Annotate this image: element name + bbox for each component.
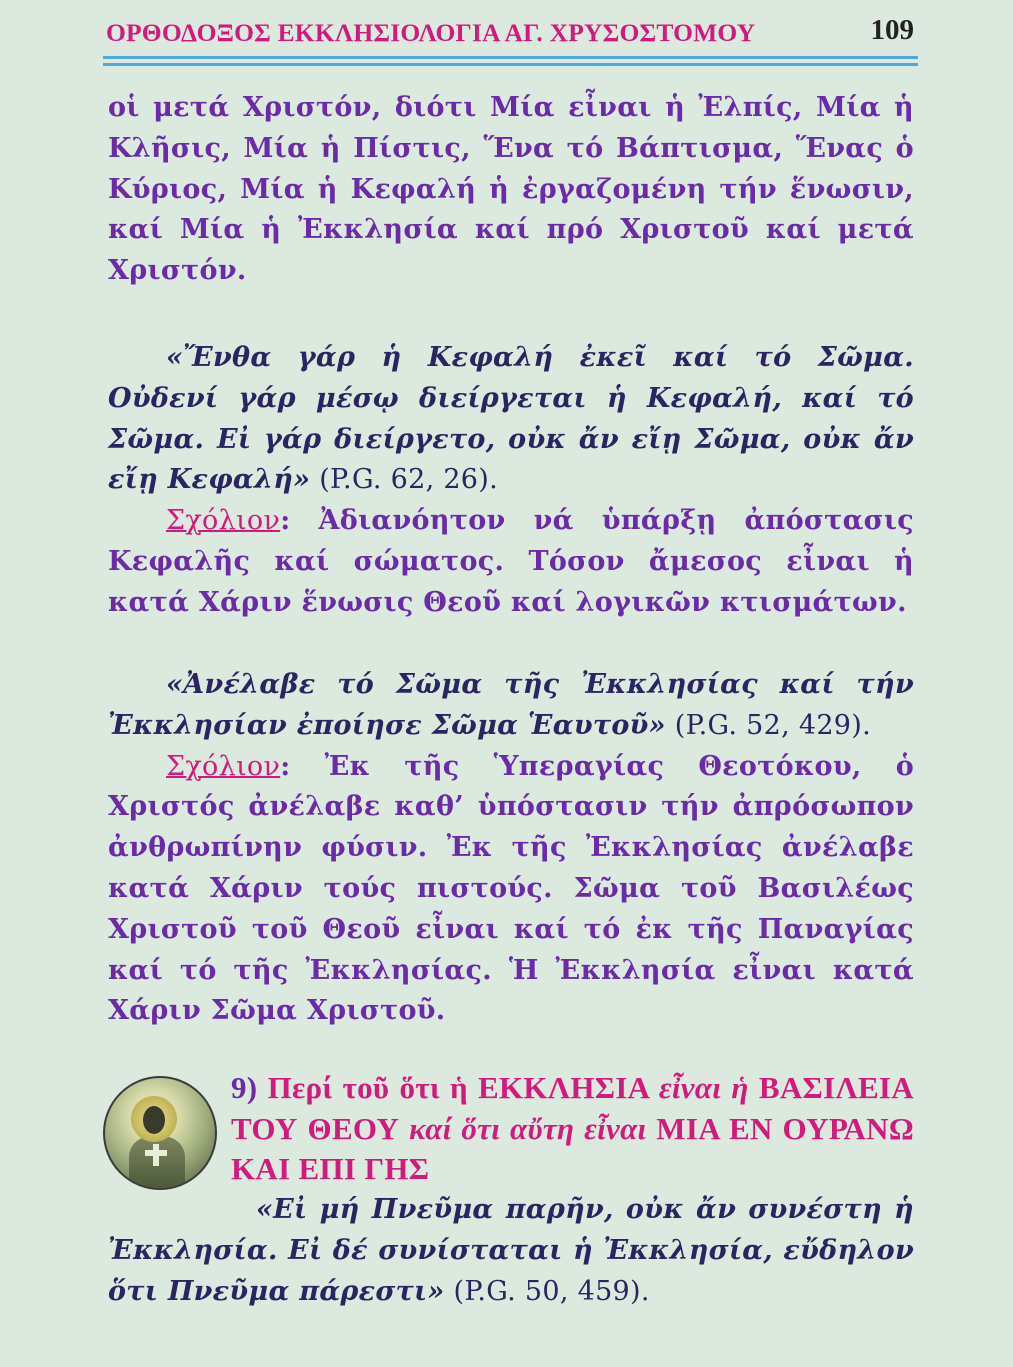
patristic-quote: «Ἀνέλαβε τό Σῶμα τῆς Ἐκκλησίας καί τήν Ἐκκλησίαν ἐποίησε Σῶμα Ἑαυτοῦ» [108,669,914,741]
face-shape [143,1106,165,1134]
quote-block-2 [108,665,914,1032]
scholion-label: Σχόλιον [166,505,281,537]
running-title: ΟΡΘΟΔΟΞΟΣ ΕΚΚΛΗΣΙΟΛΟΓΙΑ ΑΓ. ΧΡΥΣΟΣΤΟΜΟΥ [106,18,756,47]
scholion-colon: : [280,750,291,782]
scholion-paragraph-1 [108,501,914,623]
quote-block-1 [108,338,914,624]
heading-part-c: ΒΑΣΙΛΕΙΑ ΤΟΥ ΘΕΟΥ [231,1070,914,1146]
paragraph-continuation: οἱ μετά Χριστόν, διότι Μία εἶναι ἡ Ἐλπίς, Μία ἡ Κλῆσις, Μία ἡ Πίστις, Ἕνα τό Βάπτισμα, Ἕνας ὁ Κύριος, Μία ἡ Κεφαλή ἡ ἐργαζομένη τήν ἕνωσιν, καί Μία ἡ Ἐκκλησία καί πρό Χριστοῦ καί μετά Χριστόν. [108,92,914,287]
quote-paragraph-2 [108,665,914,747]
section-number: 9) [231,1070,258,1105]
heading-part-a: Περί τοῦ ὅτι ἡ ΕΚΚΛΗΣΙΑ [257,1070,659,1105]
section-heading [231,1068,914,1190]
cross-bar-icon [145,1150,167,1156]
patristic-quote: «Εἰ μή Πνεῦμα παρῆν, οὐκ ἄν συνέστη ἡ Ἐκκλησία. Εἰ δέ συνίσταται ἡ Ἐκκλησία, εὔδηλον ὅτι Πνεῦμα πάρεστι» [108,1194,914,1307]
page-header [106,14,914,50]
page-number: 109 [870,14,914,46]
scholion-label: Σχόλιον [166,750,281,782]
saint-icon-medallion [103,1076,217,1190]
scholion-colon: : [280,505,291,537]
heading-part-e: ΜΙΑ ΕΝ ΟΥΡΑΝΩ ΚΑΙ ΕΠΙ ΓΗΣ [231,1110,914,1186]
header-rule-bottom [103,63,918,66]
header-rule-top [103,56,918,59]
citation: (P.G. 52, 429). [665,709,871,741]
citation: (P.G. 62, 26). [310,464,499,496]
quote-block-3 [108,1190,914,1312]
citation: (P.G. 50, 459). [444,1275,650,1307]
patristic-quote: «Ἔνθα γάρ ἡ Κεφαλή ἐκεῖ καί τό Σῶμα. Οὐδενί γάρ μέσῳ διείργεται ἡ Κεφαλή, καί τό Σῶμα. Εἰ γάρ διείργετο, οὐκ ἄν εἴῃ Σῶμα, οὐκ ἄν εἴῃ Κεφαλή» [108,342,914,496]
scholion-text: Ἀδιανόητον νά ὑπάρξῃ ἀπόστασις Κεφαλῆς καί σώματος. Τόσον ἄμεσος εἶναι ἡ κατά Χάριν ἕνωσις Θεοῦ καί λογικῶν κτισμάτων. [108,505,914,618]
scholion-paragraph-2 [108,747,914,1033]
scholion-text: Ἐκ τῆς Ὑπεραγίας Θεοτόκου, ὁ Χριστός ἀνέλαβε καθ’ ὑπόστασιν τήν ἀπρόσωπον ἀνθρωπίνην φύσιν. Ἐκ τῆς Ἐκκλησίας ἀνέλαβε κατά Χάριν τούς πιστούς. Σῶμα τοῦ Βασιλέως Χριστοῦ τοῦ Θεοῦ εἶναι καί τό ἐκ τῆς Παναγίας καί τό τῆς Ἐκκλησίας. Ἡ Ἐκκλησία εἶναι κατά Χάριν Σῶμα Χριστοῦ. [108,750,914,1027]
quote-paragraph-1 [108,338,914,501]
heading-part-b: εἶναι ἡ [658,1070,759,1105]
heading-part-d: καί ὅτι αὔτη εἶναι [409,1110,657,1146]
